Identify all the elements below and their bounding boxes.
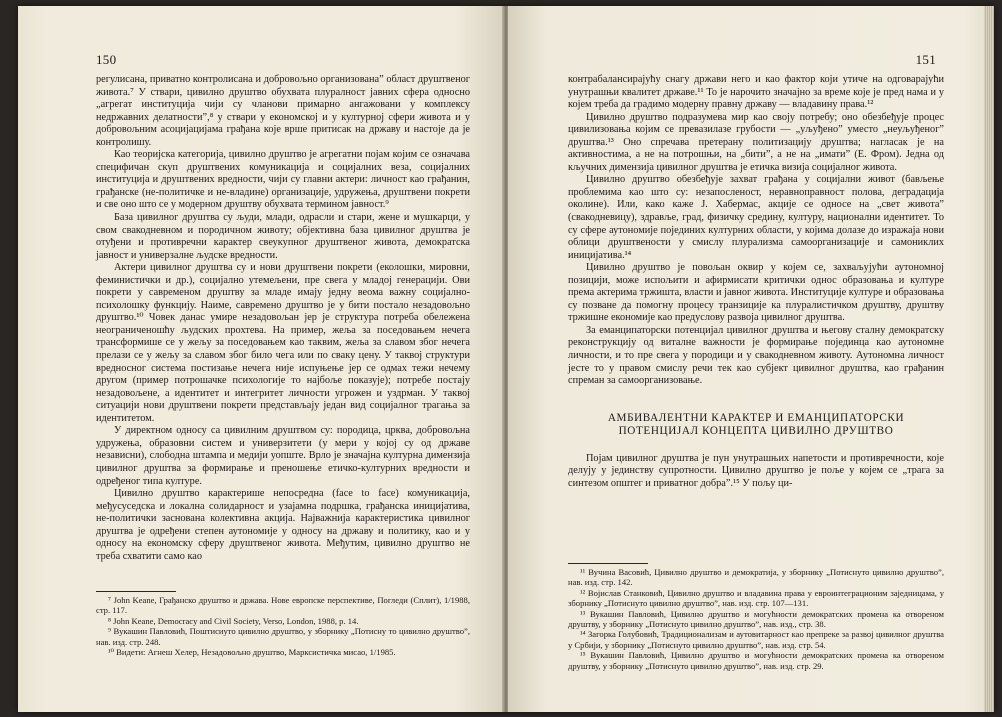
footnote: ⁸ John Keane, Democracy and Civil Society, Verso, London, 1988, p. 14. (108, 615, 359, 626)
paragraph: Цивилно друштво је повољан оквир у којем се, захваљујући аутономној позицији, може испољити и афирмисати критички однос образовања и културе према актерима тржишта, власти и јавног живота. Институције културе и образовања су позване да помогну процесу транзиције ка плуралистичком друштву, друштву тржишне економије као предуслову развоја цивилног друштва. (568, 262, 944, 324)
paragraph: База цивилног друштва су људи, млади, одрасли и стари, жене и мушкарци, у свом свакодневном и породичном животу; објективна база цивилног друштва је отуђени и противречни карактер свеукупног друштвеног живота, демократска јавност и универзалне људске вредности. (96, 212, 470, 261)
paragraph: Цивилно друштво карактерише непосредна (face to face) комуникација, међусуседска и локална солидарност и узајамна подршка, грађанска иницијатива, не-политички заснована колективна акција. Најважнија карактеристика цивилног друштва је одређени степен аутономије у односу на државу и политику, као и у односу на економску сферу друштвеног живота. Међутим, цивилно друштво не треба схватити само као (96, 488, 470, 562)
right-page (508, 6, 994, 712)
footnote: ⁹ Вукашин Павловић, Поштисиуто цивилно друштво, у зборнику „Потисну то цивилно друштво”, нав. изд. стр. 248. (96, 626, 470, 647)
footnotes-left (96, 586, 470, 657)
footnote: ⁷ John Keane, Грађанско друштво и држава. Нове европске перспективе, Погледи (Сплит), 1/1988, стр. 117. (96, 595, 470, 616)
paragraph: регулисана, приватно контролисана и добровољно организована” област друштвеног живота.⁷ У ствари, цивилно друштво обухвата плуралност јавних сфера односно „агрегат институција чији су чланови примарно ангажовани у комплексу недржавних делатности”,⁸ у ствари у економској и у културној сфери живота и у добровољним асоцијацијама грађана које врше притисак на државу и настоје да је контролишу. (96, 74, 470, 148)
footnote: ¹¹ Вучина Васовић, Цивилно друштво и демократија, у зборнику „Потиснуто цивилно друштво”, нав. изд. стр. 142. (568, 567, 944, 588)
page-number-right: 151 (915, 52, 936, 67)
footnotes-right (568, 558, 944, 671)
footnote: ¹⁰ Видети: Агнеш Хелер, Незадовољно друштво, Марксистичка мисао, 1/1985. (108, 647, 396, 658)
footnote: ¹⁴ Загорка Голубовић, Традиционализам и аутовитарност као препреке за развој цивилног друштва у Србији, у зборнику „Потиснуто цивилно друштво”, нав. изд. стр. 54. (568, 629, 944, 650)
paragraph: контрабалансирајућу снагу држави него и као фактор који утиче на одговарајући унутрашњи квалитет државе.¹¹ То је нарочито значајно за време које је пред нама и у којем треба да градимо модерну правну државу — владавину права.¹² (568, 74, 944, 111)
page-number-left: 150 (96, 52, 117, 67)
paragraph: Као теоријска категорија, цивилно друштво је агрегатни појам којим се означава специфичан скуп друштвених комуникација и социјалних веза, социјалних институција и друштвених вредности, чији су главни актери: личност као грађанин, грађанске (не-политичке и не-владине) организације, удружења, друштвени покрети и све оно што се у модерном друштву обухвата термином јавност.⁹ (96, 149, 470, 211)
footnote: ¹⁵ Вукашин Павловић, Цивилно друштво и могућности демократских промена ка отвореном друштву, у зборнику „Потиснуто цивилно друштво”, нав. изд. стр. 29. (568, 650, 944, 671)
paragraph: У директном односу са цивилним друштвом су: породица, црква, добровољна удружења, образовни систем и универзитети (у мери у којој су од државе независни), слободна штампа и медији уопште. Врло је значајна културна димензија цивилног друштва за формирање и преношење етичко-културних вредности и одређеног типа културе. (96, 425, 470, 487)
right-page-body (568, 74, 944, 490)
section-heading-line-2: ПОТЕНЦИЈАЛ КОНЦЕПТА ЦИВИЛНО ДРУШТВО (618, 425, 894, 438)
paragraph: Цивилно друштво подразумева мир као своју потребу; оно обезбеђује процес цивилизовања којим се превазилазе грубости — „уљуђено” уместо „неуљуђеног” друштва.¹³ Оно спречава претерану политизацију друштва; наглаcак је на активностима, а не на потрошњи, на „бити”, а не на „имати” (Е. Фром). Једна од кључних димензија цивилног друштва је етичка визија социјалног живота. (568, 111, 944, 173)
paragraph: Појам цивилног друштва је пун унутрашњих напетости и противречности, које делују у јединству супротности. Цивилно друштво је поље у којем се „трага за синтезом општег и приватног добра”.¹⁵ У пољу ци- (568, 452, 944, 489)
left-page (18, 6, 504, 712)
paragraph: За еманципаторски потенцијал цивилног друштва и његову сталну демократску реконструкцију од виталне важности је формирање појединца као аутономне личности, и то пре свега у породици и у свакодневном животу. Аутономна личност јесте то у правом смислу речи тек као субјект цивилног друштва, као грађанин спреман за самоорганизовање. (568, 324, 944, 387)
paragraph: Актери цивилног друштва су и нови друштвени покрети (еколошки, мировни, феминистички и др.), социјално утемељени, пре свега у младој генерацији. Ови покрети у савременом друштву за младе имају једну веома важну социјално-психолошку функцију. Наиме, савремено друштво је у бити постало незадовољно друштво.¹⁰ Човек данас умире незадовољан јер је структура потреба обележена неограниченошћу људских прохтева. На пример, жеља за поседовањем нечега трансформише се у жељу за поседовањем као таквим, жеља за славом због нечега прелази се у жељу за славом због било чега или по сваку цену. У таквој структури вредносног система постизање нечега није испуњење јер се одмах тежи нечему другом (пример потрошачке психологије то најбоље показује); потребе постају незадовољене, а идентитет и интегритет личности угрожен и уздрман. У таквој ситуацији нови друштвени покрети представљају један вид социјалног трагања за идентитетом. (96, 262, 470, 424)
left-page-body (96, 74, 470, 563)
footnote: ¹² Војислав Станковић, Цивилно друштво и владавина права у евроинтеграционим заједницама, у зборнику „Потиснуто цивилно друштво”, нав. изд. стр. 107—131. (568, 587, 944, 609)
paragraph: Цивилно друштво обезбеђује захват грађана у социјални живот (бављење проблемима као што су: незапосленост, неравноправност полова, деградација околине). Или, како каже Ј. Хабермас, акције се односе на „свет живота” (свакодневицу), здравље, град, физичку средину, културу, национални идентитет. То су сфере аутономије појединих културних области, у којима долазе до изражаја нови облици друштвености у смислу плурализма самоорганизације и самониклих иницијатива.¹⁴ (568, 174, 944, 261)
footnote: ¹³ Вукашин Павловић, Цивилно друштво и могућности демократских промена ка отвореном друштву, у зборнику „Потиснуто цивилно друштво”, нав. изд., стр. 38. (568, 608, 944, 630)
page-edges (984, 6, 994, 712)
footnote-rule (96, 591, 176, 592)
footnote-rule (568, 563, 648, 564)
section-heading (568, 412, 944, 439)
book-spread (18, 6, 994, 712)
section-heading-line-1: АМБИВАЛЕНТНИ КАРАКТЕР И ЕМАНЦИПАТОРСКИ (607, 411, 905, 424)
